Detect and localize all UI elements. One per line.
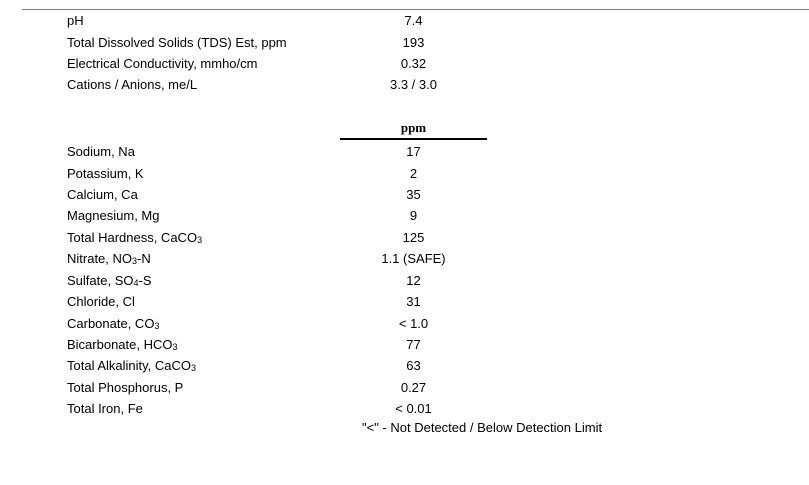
constituent-row (0, 165, 809, 183)
constituent-value: 17 (406, 144, 421, 159)
units-column-header: ppm (400, 120, 427, 135)
constituent-label: Potassium, K (67, 166, 144, 181)
summary-label: Electrical Conductivity, mmho/cm (67, 56, 258, 71)
top-divider (22, 9, 809, 10)
summary-value: 0.32 (400, 56, 427, 71)
summary-label: Total Dissolved Solids (TDS) Est, ppm (67, 35, 287, 50)
summary-row-ph (0, 12, 809, 30)
constituent-row (0, 379, 809, 397)
constituent-label: Calcium, Ca (67, 187, 138, 202)
constituent-label: Total Phosphorus, P (67, 380, 184, 395)
detection-limit-footnote: "<" - Not Detected / Below Detection Limit (362, 420, 603, 435)
constituent-value: 125 (402, 230, 425, 245)
constituent-label: Nitrate, $NO_3-N$ (67, 251, 151, 266)
summary-row-cations-anions (0, 76, 809, 94)
constituent-value: 35 (406, 187, 421, 202)
constituent-label: Total Hardness, CaCO$_3$ (67, 230, 203, 245)
summary-label: pH (67, 13, 84, 28)
constituent-value: < 1.0 (398, 316, 429, 331)
constituent-label: Total Alkalinity, CaCO$_3$ (67, 358, 197, 373)
constituent-row (0, 186, 809, 204)
constituent-value: 63 (406, 358, 421, 373)
constituent-row (0, 400, 809, 418)
constituent-row (0, 229, 809, 247)
constituent-row (0, 315, 809, 333)
constituent-label: Magnesium, Mg (67, 208, 160, 223)
constituent-row (0, 293, 809, 311)
constituent-value: 9 (409, 208, 418, 223)
summary-value: 3.3 / 3.0 (390, 77, 437, 92)
constituent-row (0, 336, 809, 354)
constituent-value: 31 (406, 294, 421, 309)
constituent-value: < 0.01 (395, 401, 432, 416)
summary-value: 7.4 (404, 13, 423, 28)
constituent-label: Sodium, Na (67, 144, 135, 159)
constituent-label: Total Iron, Fe (67, 401, 143, 416)
constituent-label: Sulfate, $SO_4-S$ (67, 273, 152, 288)
constituent-value: 12 (406, 273, 421, 288)
summary-row-conductivity (0, 55, 809, 73)
constituent-row (0, 143, 809, 161)
constituent-label: Chloride, Cl (67, 294, 135, 309)
summary-row-tds (0, 34, 809, 52)
summary-value: 193 (402, 35, 425, 50)
constituent-row (0, 250, 809, 268)
constituent-value: 2 (409, 166, 418, 181)
constituent-row (0, 357, 809, 375)
constituent-label: Bicarbonate, $HCO_3$ (67, 337, 178, 352)
summary-label: Cations / Anions, me/L (67, 77, 198, 92)
constituent-value: 1.1 (SAFE) (381, 251, 446, 266)
constituent-row (0, 207, 809, 225)
units-header-underline (340, 138, 487, 140)
constituent-value: 77 (406, 337, 421, 352)
constituent-row (0, 272, 809, 290)
constituent-label: Carbonate, $CO_3$ (67, 316, 160, 331)
constituent-value: 0.27 (400, 380, 427, 395)
